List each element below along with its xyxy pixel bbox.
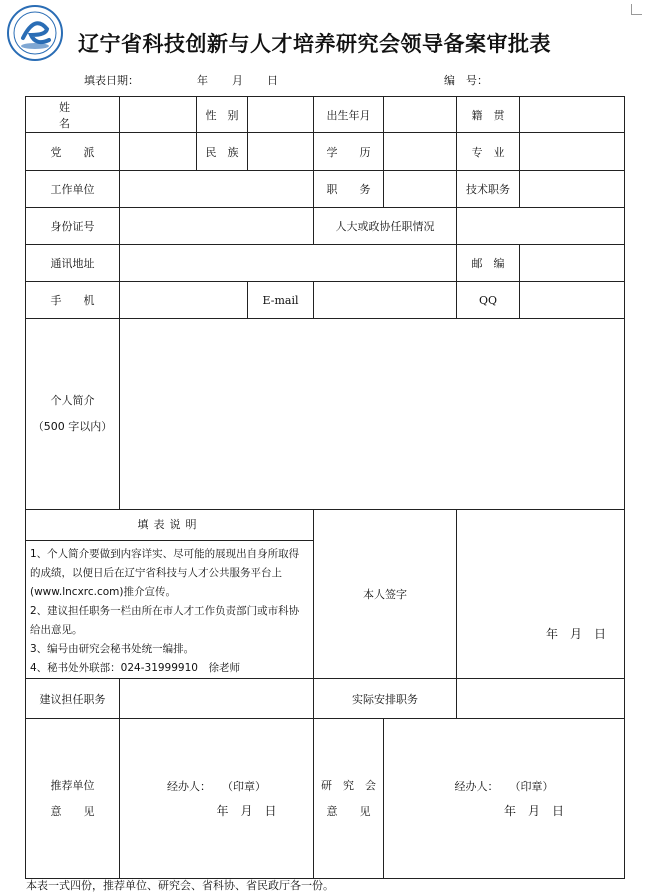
- id-number-cell[interactable]: [120, 208, 314, 245]
- tech-title-cell[interactable]: [520, 171, 625, 208]
- party-label: 党 派: [26, 133, 120, 171]
- form-title: 辽宁省科技创新与人才培养研究会领导备案审批表: [78, 31, 551, 56]
- email-label: E-mail: [248, 282, 314, 319]
- gender-label: 性 别: [197, 97, 248, 133]
- npc-cppcc-cell[interactable]: [457, 208, 625, 245]
- registration-form: [25, 96, 625, 879]
- tech-title-label: 技术职务: [457, 171, 520, 208]
- qq-cell[interactable]: [520, 282, 625, 319]
- npc-cppcc-label: 人大或政协任职情况: [314, 208, 457, 245]
- education-label: 学 历: [314, 133, 384, 171]
- workplace-label: 工作单位: [26, 171, 120, 208]
- postcode-label: 邮 编: [457, 245, 520, 282]
- page-corner-mark: [631, 4, 642, 15]
- profile-cell[interactable]: [120, 319, 625, 510]
- workplace-cell[interactable]: [120, 171, 314, 208]
- signature-date: 年 月 日: [545, 627, 606, 641]
- name-label: 姓 名: [26, 97, 120, 133]
- education-cell[interactable]: [384, 133, 457, 171]
- association-label-line1: 研 究 会: [321, 778, 376, 792]
- association-logo-icon: [6, 4, 64, 62]
- major-label: 专 业: [457, 133, 520, 171]
- recommender-label-line1: 推荐单位: [50, 778, 95, 792]
- date-day: 日: [267, 74, 278, 87]
- instructions-list: [26, 541, 313, 678]
- major-cell[interactable]: [520, 133, 625, 171]
- association-label-cell: [314, 719, 384, 879]
- instruction-item-1: 1、个人简介要做到内容详实、尽可能的展现出自身所取得的成绩，以便日后在辽宁省科技与人才公共服务平台上(www.lncxrc.com)推介宣传。: [30, 548, 300, 598]
- profile-label: 个人简介: [50, 394, 95, 407]
- email-cell[interactable]: [314, 282, 457, 319]
- instructions-heading: 填表说明: [26, 510, 313, 541]
- recommender-opinion-cell[interactable]: [120, 719, 314, 879]
- recommender-handler: 经办人： （印章）: [167, 780, 266, 793]
- profile-limit-note: （500 字以内）: [32, 420, 113, 433]
- ethnic-label: 民 族: [197, 133, 248, 171]
- ethnic-cell[interactable]: [248, 133, 314, 171]
- birth-cell[interactable]: [384, 97, 457, 133]
- native-place-cell[interactable]: [520, 97, 625, 133]
- phone-cell[interactable]: [120, 282, 248, 319]
- footer-note: 本表一式四份，推荐单位、研究会、省科协、省民政厅各一份。: [26, 879, 334, 892]
- association-handler: 经办人： （印章）: [454, 780, 554, 793]
- postcode-cell[interactable]: [520, 245, 625, 282]
- party-cell[interactable]: [120, 133, 197, 171]
- association-date: 年 月 日: [503, 804, 564, 818]
- suggested-position-label: 建议担任职务: [26, 679, 120, 719]
- native-place-label: 籍 贯: [457, 97, 520, 133]
- instructions-cell: [26, 510, 314, 679]
- suggested-position-cell[interactable]: [120, 679, 314, 719]
- phone-label: 手 机: [26, 282, 120, 319]
- profile-label-cell: [26, 319, 120, 510]
- qq-label: QQ: [457, 282, 520, 319]
- address-label: 通讯地址: [26, 245, 120, 282]
- date-month: 月: [232, 74, 243, 87]
- actual-position-label: 实际安排职务: [314, 679, 457, 719]
- recommender-label-cell: [26, 719, 120, 879]
- recommender-label-line2: 意 见: [50, 804, 95, 818]
- position-cell[interactable]: [384, 171, 457, 208]
- address-cell[interactable]: [120, 245, 457, 282]
- fill-date-label: 填表日期：: [84, 74, 139, 87]
- signature-label: 本人签字: [314, 510, 457, 679]
- date-year: 年: [197, 74, 208, 87]
- number-label: 编 号：: [444, 74, 488, 87]
- recommender-date: 年 月 日: [216, 804, 277, 818]
- birth-label: 出生年月: [314, 97, 384, 133]
- signature-cell[interactable]: [457, 510, 625, 679]
- association-opinion-cell[interactable]: [384, 719, 625, 879]
- instruction-item-3: 3、编号由研究会秘书处统一编排。: [30, 643, 195, 655]
- actual-position-cell[interactable]: [457, 679, 625, 719]
- gender-cell[interactable]: [248, 97, 314, 133]
- id-number-label: 身份证号: [26, 208, 120, 245]
- instruction-item-4: 4、秘书处外联部：024-31999910 徐老师: [30, 662, 240, 674]
- position-label: 职 务: [314, 171, 384, 208]
- association-label-line2: 意 见: [326, 804, 371, 818]
- instruction-item-2: 2、建议担任职务一栏由所在市人才工作负责部门或市科协给出意见。: [30, 605, 300, 636]
